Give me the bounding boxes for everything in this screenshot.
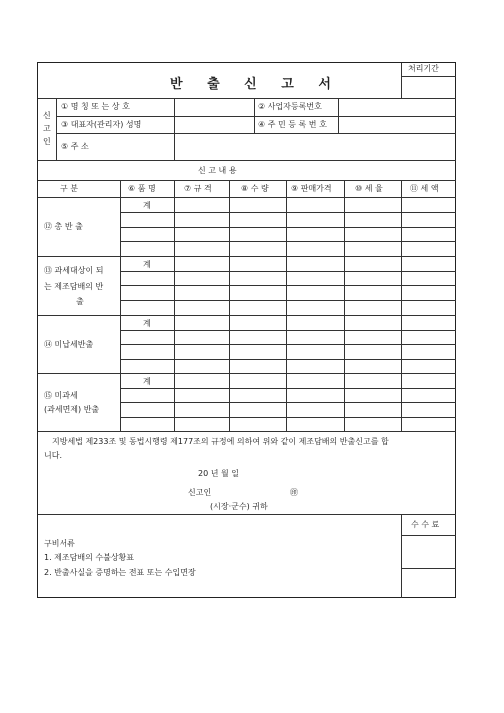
address-label: ⑤ 주 소: [61, 142, 89, 151]
attachment-item: 2. 반출사실을 증명하는 전표 또는 수입면장: [44, 568, 196, 577]
attachment-item: 1. 제조담배의 수불상황표: [44, 553, 134, 562]
name-or-trade-label: ① 명 칭 또 는 상 호: [61, 102, 130, 111]
date-line: 20 년 월 일: [198, 469, 239, 478]
total-marker: 계: [143, 319, 151, 328]
form-title: 반 출 신 고 서: [170, 77, 341, 92]
group-total-shipment-label: ⑫ 총 반 출: [44, 222, 83, 231]
seal-mark: ㊞: [290, 488, 298, 497]
addressee-line: (시장·군수) 귀하: [210, 502, 268, 511]
resident-number-label: ④ 주 민 등 록 번 호: [258, 120, 327, 129]
business-registration-label: ② 사업자등록번호: [258, 102, 322, 111]
total-marker: 계: [143, 260, 151, 269]
total-marker: 계: [143, 377, 151, 386]
representative-name-label: ③ 대표자(관리자) 성명: [61, 120, 142, 129]
total-marker: 계: [143, 201, 151, 210]
processing-period-label: 처리기간: [408, 64, 439, 73]
attachments-heading: 구비서류: [44, 539, 75, 548]
statement-line2: 니다.: [44, 451, 62, 460]
statement-line1: 지방세법 제233조 및 동법시행령 제177조의 규정에 의하여 위와 같이 제조담배의 반출신고를 합: [52, 437, 389, 446]
declaration-form: 반 출 신 고 서 처리기간 신 고 인 ① 명 칭 또 는 상 호 ② 사업자등록번호 ③ 대표자(관리자) 성명 ④ 주 민 등 록 번 호 ⑤ 주 소 신 고 내 용 구 분 ⑥ 품 명 ⑦ 규 격 ⑧ 수 량 ⑨ 판매가격 ⑩ 세 율 ⑪ 세 액 계 ⑫ 총 반 출 계 ⑬ 과세대상이 되 는 제조담배의 반 출 계 ⑭ 미납세반출 계 ⑮ 미과세 (과세면제) 반출 지방세법 제233조 및 동법시행령 제177조의 규정에 의하여 위와 같이 제조담배의 반출신고를 합 니다. 20 년 월 일 신고인 ㊞ (시장·군수) 귀하 수 수 료 구비서류 1. 제조담배의 수불상황표 2. 반출사실을 증명하는 전표 또는 수입면장: [37, 62, 456, 598]
report-section-label: 신 고 내 용: [198, 166, 237, 175]
fee-label: 수 수 료: [411, 520, 440, 529]
group-unpaid-shipment-label: ⑭ 미납세반출: [44, 340, 94, 349]
declarant-signature-label: 신고인: [188, 488, 212, 497]
